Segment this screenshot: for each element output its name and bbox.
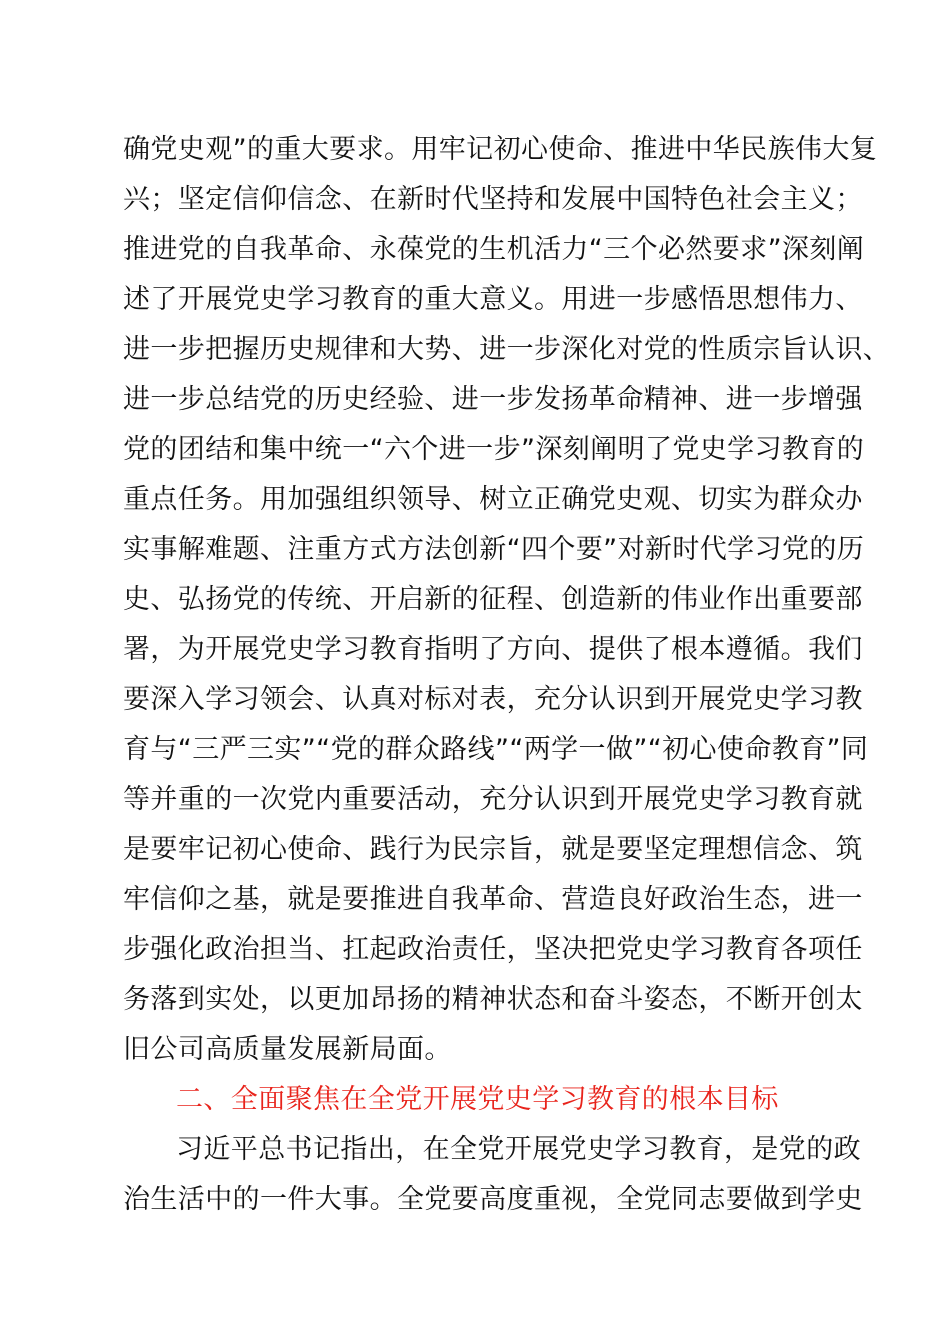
paragraph-line: 务落到实处，以更加昂扬的精神状态和奋斗姿态，不断开创太	[123, 984, 863, 1015]
paragraph-line: 述了开展党史学习教育的重大意义。用进一步感悟思想伟力、	[123, 284, 863, 315]
paragraph-line: 重点任务。用加强组织领导、树立正确党史观、切实为群众办	[123, 484, 863, 515]
paragraph-line: 是要牢记初心使命、践行为民宗旨，就是要坚定理想信念、筑	[123, 834, 863, 865]
paragraph-line: 确党史观”的重大要求。用牢记初心使命、推进中华民族伟大复	[123, 134, 878, 165]
paragraph-line: 旧公司高质量发展新局面。	[123, 1034, 452, 1065]
paragraph-line: 推进党的自我革命、永葆党的生机活力“三个必然要求”深刻阐	[123, 234, 865, 265]
paragraph-line: 要深入学习领会、认真对标对表，充分认识到开展党史学习教	[123, 684, 863, 715]
section-heading: 二、全面聚焦在全党开展党史学习教育的根本目标	[176, 1084, 779, 1115]
paragraph-line: 进一步总结党的历史经验、进一步发扬革命精神、进一步增强	[123, 384, 863, 415]
paragraph-line: 习近平总书记指出，在全党开展党史学习教育，是党的政	[176, 1134, 861, 1165]
paragraph-line: 育与“三严三实”“党的群众路线”“两学一做”“初心使命教育”同	[123, 734, 869, 765]
paragraph-line: 牢信仰之基，就是要推进自我革命、营造良好政治生态，进一	[123, 884, 863, 915]
paragraph-line: 实事解难题、注重方式方法创新“四个要”对新时代学习党的历	[123, 534, 865, 565]
paragraph-line: 史、弘扬党的传统、开启新的征程、创造新的伟业作出重要部	[123, 584, 863, 615]
paragraph-line: 等并重的一次党内重要活动，充分认识到开展党史学习教育就	[123, 784, 863, 815]
paragraph-line: 步强化政治担当、扛起政治责任，坚决把党史学习教育各项任	[123, 934, 863, 965]
paragraph-line: 治生活中的一件大事。全党要高度重视，全党同志要做到学史	[123, 1184, 863, 1215]
paragraph-line: 进一步把握历史规律和大势、进一步深化对党的性质宗旨认识、	[123, 334, 891, 365]
paragraph-line: 署，为开展党史学习教育指明了方向、提供了根本遵循。我们	[123, 634, 863, 665]
paragraph-line: 兴；坚定信仰信念、在新时代坚持和发展中国特色社会主义；	[123, 184, 863, 215]
paragraph-line: 党的团结和集中统一“六个进一步”深刻阐明了党史学习教育的	[123, 434, 865, 465]
